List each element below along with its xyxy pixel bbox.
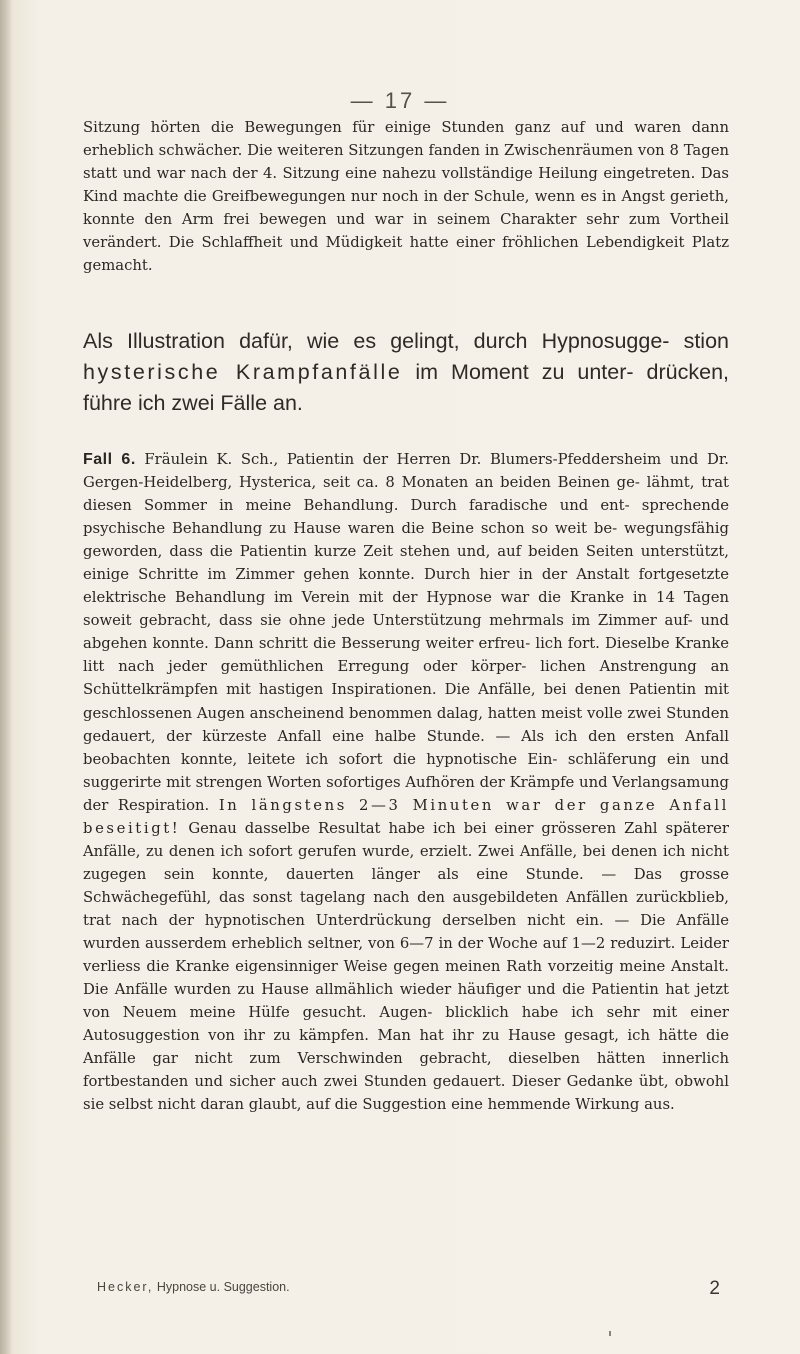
print-mark: [609, 1331, 611, 1336]
footer-title: Hypnose u. Suggestion.: [153, 1280, 290, 1294]
page-footer: [97, 1280, 720, 1304]
section-heading: [83, 326, 729, 419]
heading-emphasis: hysterische Krampfanfälle: [83, 360, 403, 384]
footer-author: Hecker,: [97, 1280, 154, 1294]
intro-block: [83, 116, 729, 277]
signature-mark: 2: [709, 1278, 720, 1299]
case-paragraph: [83, 448, 729, 1116]
page-edge-shadow: [0, 0, 12, 1354]
intro-paragraph: Sitzung hörten die Bewegungen für einige Stunden ganz auf und waren dann erheblich schwächer. Die weiteren Sitzungen fanden in Zwischenräumen von 8 Tagen statt und war nach der 4. Sitzung eine nahezu vollständige Heilung eingetreten. Das Kind machte die Greifbewegungen nur noch in der Schule, wenn es in Angst gerieth, konnte den Arm frei bewegen und war in seinem Charakter sehr zum Vortheil verändert. Die Schlaffheit und Müdigkeit hatte einer fröhlichen Lebendigkeit Platz gemacht.: [83, 119, 729, 275]
case-text-part1: Fräulein K. Sch., Patientin der Herren Dr. Blumers-Pfeddersheim und Dr. Gergen-Heidelberg, Hysterica, seit ca. 8 Monaten an beiden Beinen ge- lähmt, trat diesen Sommer in meine Behandlung. Durch faradische und ent- sprechende psychische Behandlung zu Hause waren die Beine schon so weit be- wegungsfähig geworden, dass die Patientin kurze Zeit stehen und, auf beiden Seiten unterstützt, einige Schritte im Zimmer gehen konnte. Durch hier in der Anstalt fortgesetzte elektrische Behandlung im Verein mit der Hypnose war die Kranke in 14 Tagen soweit gebracht, dass sie ohne jede Unterstützung mehrmals im Zimmer auf- und abgehen konnte. Dann schritt die Besserung weiter erfreu- lich fort. Dieselbe Kranke litt nach jeder gemüthlichen Erregung oder körper- lichen Anstrengung an Schüttelkrämpfen mit hastigen Inspirationen. Die Anfälle, bei denen Patientin mit geschlossenen Augen anscheinend benommen dalag, hatten meist volle zwei Stunden gedauert, der kürzeste Anfall eine halbe Stunde. — Als ich den ersten Anfall beobachten konnte, leitete ich sofort die hypnotische Ein- schläferung ein und suggerirte mit strengen Worten sofortiges Aufhören der Krämpfe und Verlangsamung der Respiration.: [83, 451, 729, 814]
case-text-emphasis: In längstens 2—3 Minuten war der ganze Anfall beseitigt!: [83, 796, 730, 837]
heading-part1: Als Illustration dafür, wie es gelingt, durch Hypnosugge- stion: [83, 329, 729, 353]
case-label: Fall 6.: [83, 451, 136, 468]
case-text-part2: Genau dasselbe Resultat habe ich bei einer grösseren Zahl späterer Anfälle, zu denen ich sofort gerufen wurde, erzielt. Zwei Anfälle, bei denen ich nicht zugegen sein konnte, dauerten länger als eine Stunde. — Das grosse Schwächegefühl, das sonst tagelang nach den ausgebildeten Anfällen zurückblieb, trat nach der hypnotischen Unterdrückung derselben nicht ein. — Die Anfälle wurden ausserdem erheblich seltner, von 6—7 in der Woche auf 1—2 reduzirt. Leider verliess die Kranke eigensinniger Weise gegen meinen Rath vorzeitig meine Anstalt. Die Anfälle wurden zu Hause allmählich wieder häufiger und die Patientin hat jetzt von Neuem meine Hülfe gesucht. Augen- blicklich habe ich sehr mit einer Autosuggestion von ihr zu kämpfen. Man hat ihr zu Hause gesagt, ich hätte die Anfälle gar nicht zum Verschwinden gebracht, dieselben hätten innerlich fortbestanden und sicher auch zwei Stunden gedauert. Dieser Gedanke übt, obwohl sie selbst nicht daran glaubt, auf die Suggestion eine hemmende Wirkung aus.: [83, 819, 729, 1114]
heading-text: [83, 326, 729, 419]
page-number: — 17 —: [350, 88, 450, 113]
case-block: [83, 448, 729, 1116]
footer-reference: [97, 1280, 290, 1294]
heading-part2: im Moment zu unter- drücken, führe ich zwei Fälle an.: [83, 360, 729, 415]
